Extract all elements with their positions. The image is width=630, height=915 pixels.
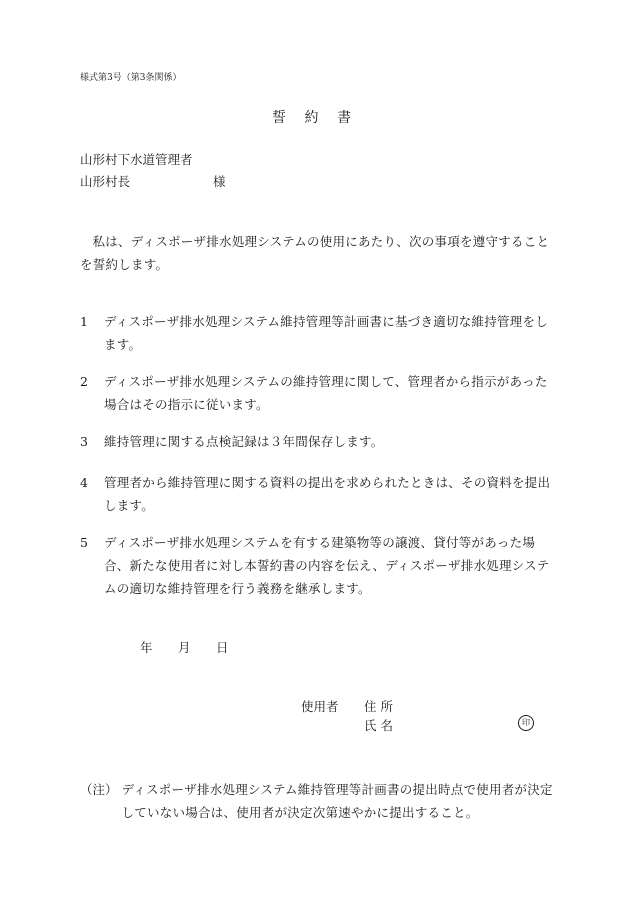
pledge-item-text: 管理者から維持管理に関する資料の提出を求められたときは、その資料を提出します。: [104, 475, 551, 513]
address-label: 住 所: [364, 699, 393, 714]
pledge-item-3: [80, 430, 558, 453]
pledge-item-5: [80, 531, 558, 600]
note-text: ディスポーザ排水処理システム維持管理等計画書の提出時点で使用者が決定していない場合は、使用者が決定次第速やかに提出すること。: [121, 782, 553, 820]
user-label: 使用者: [301, 699, 339, 714]
pledge-item-text: 維持管理に関する点検記録は３年間保存します。: [104, 434, 384, 449]
pledge-item-number: 2: [80, 374, 88, 389]
pledge-item-number: 1: [80, 314, 88, 329]
pledge-item-text: ディスポーザ排水処理システムの維持管理に関して、管理者から指示があった場合はその指示に従います。: [104, 374, 548, 412]
addressee-name: 山形村長: [80, 174, 131, 189]
date-day: 日: [216, 640, 229, 655]
date-month: 月: [178, 640, 191, 655]
intro-paragraph: 私は、ディスポーザ排水処理システムの使用にあたり、次の事項を遵守することを誓約します。: [80, 234, 550, 272]
name-label: 氏 名: [364, 718, 393, 733]
date-year: 年: [140, 640, 153, 655]
pledge-item-number: 5: [80, 535, 88, 550]
seal-mark: 印: [518, 715, 534, 731]
note: [80, 778, 558, 824]
addressee-honorific: 様: [212, 174, 226, 189]
pledge-item-text: ディスポーザ排水処理システム維持管理等計画書に基づき適切な維持管理をします。: [104, 314, 549, 352]
pledge-item-number: 3: [80, 434, 88, 449]
pledge-item-text: ディスポーザ排水処理システムを有する建築物等の譲渡、貸付等があった場合、新たな使用者に対し本誓約書の内容を伝え、ディスポーザ排水処理システムの適切な維持管理を行う義務を継承します。: [104, 535, 550, 596]
pledge-item-1: [80, 310, 558, 356]
pledge-item-4: [80, 471, 558, 517]
addressee-line-1: 山形村下水道管理者: [80, 152, 193, 167]
pledge-item-2: [80, 370, 558, 416]
form-number: 様式第3号（第3条関係）: [80, 73, 182, 83]
addressee-line-2: [80, 172, 226, 190]
note-label: （注）: [80, 782, 118, 797]
document-title: 誓 約 書: [272, 110, 358, 126]
pledge-item-number: 4: [80, 475, 88, 490]
